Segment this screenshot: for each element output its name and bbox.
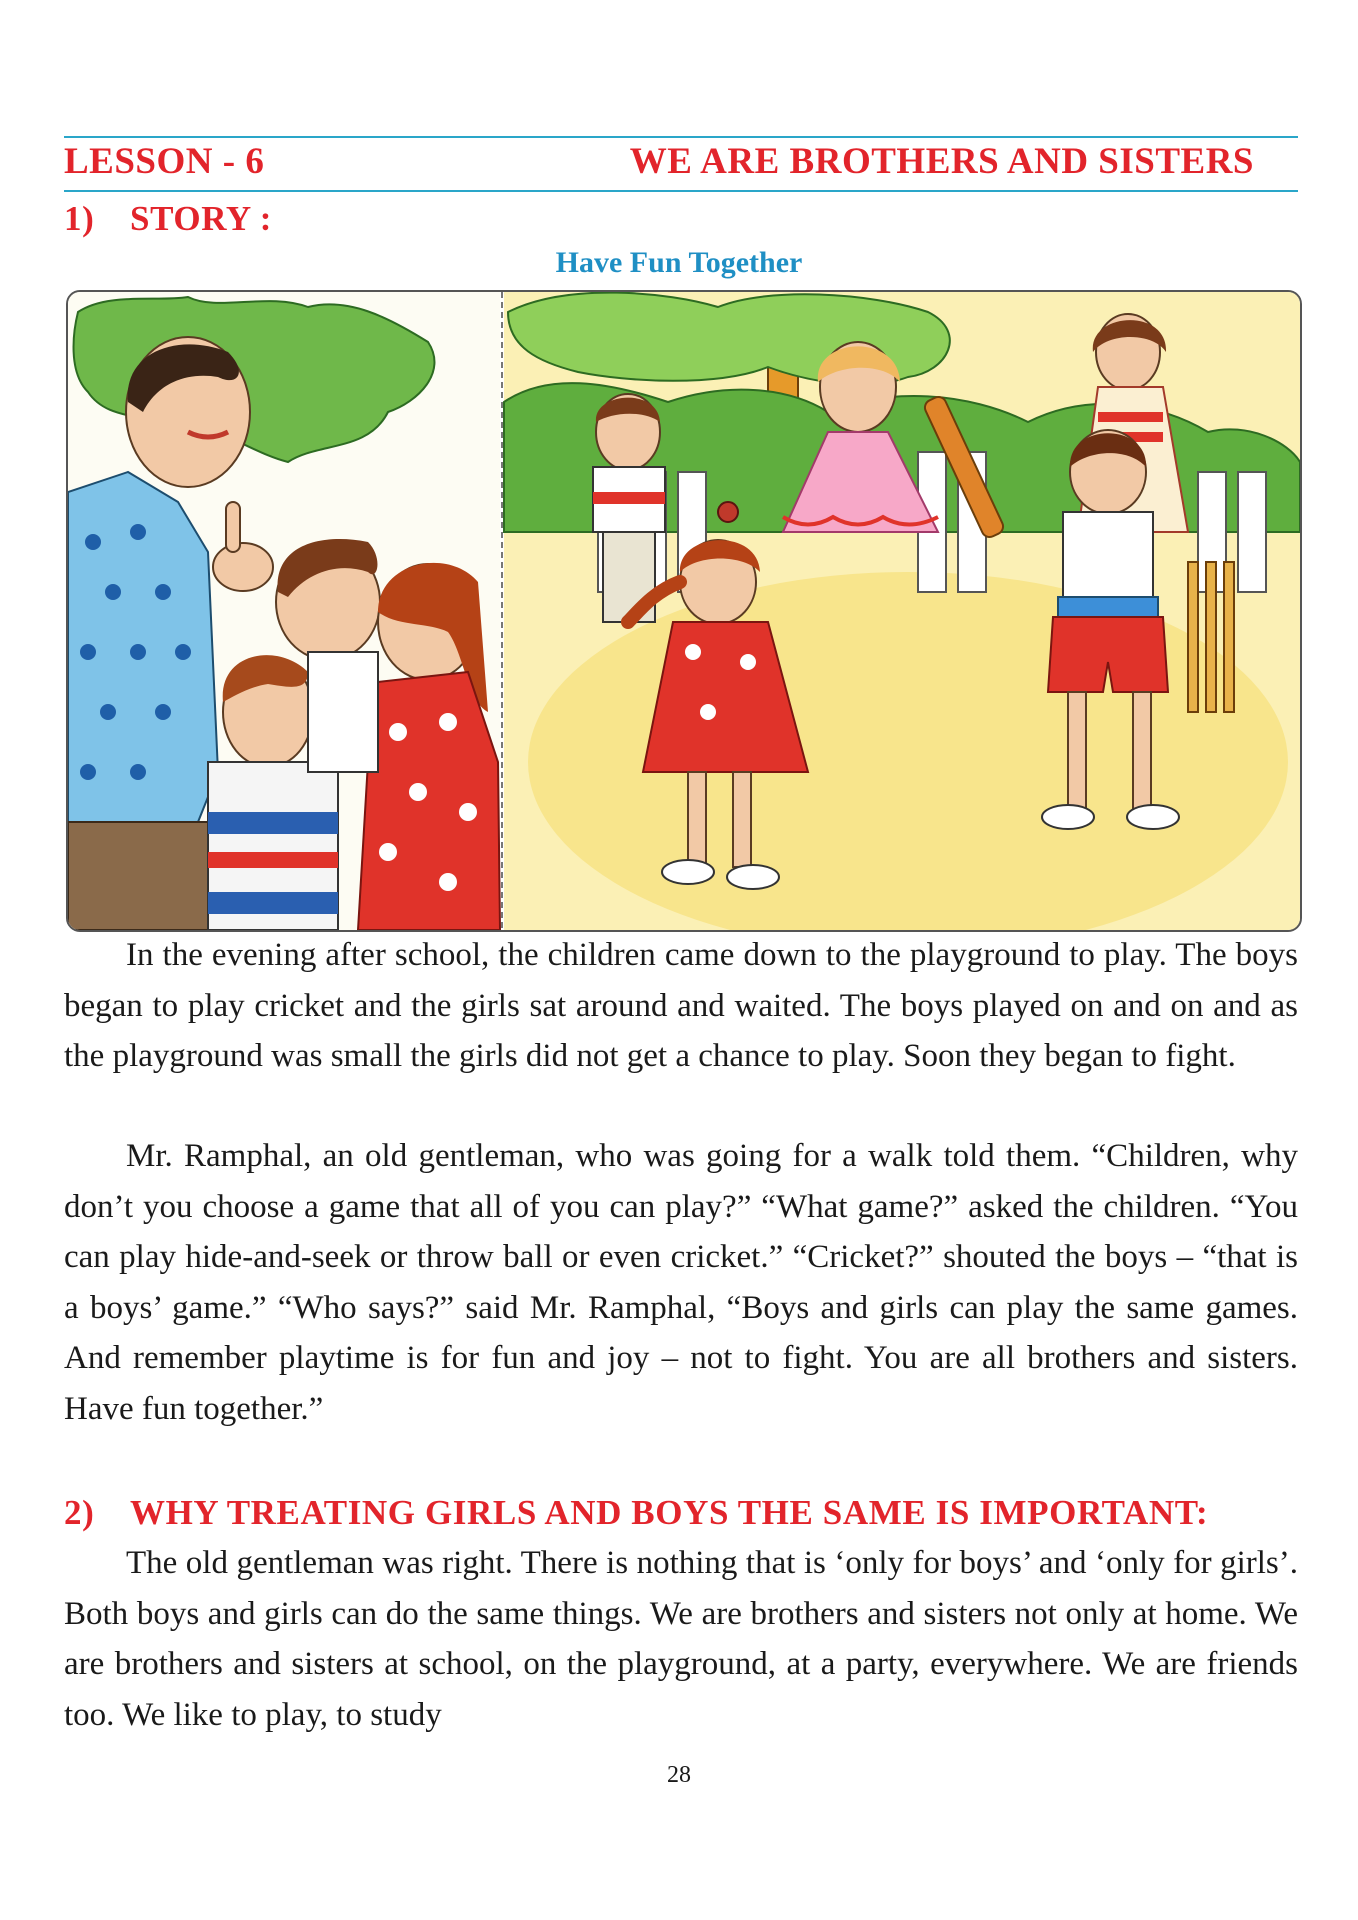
section-2-title: WHY TREATING GIRLS AND BOYS THE SAME IS IMPORTANT: <box>130 1493 1209 1532</box>
lesson-header <box>64 140 1298 188</box>
story-title: Have Fun Together <box>555 246 803 279</box>
section-2-number: 2) <box>64 1493 95 1532</box>
section-1-heading <box>64 199 272 239</box>
top-rule <box>64 136 1298 138</box>
left-panel-man-talking-to-children <box>68 292 500 930</box>
right-panel-children-playing-cricket <box>504 292 1300 930</box>
cricket-ball <box>718 502 738 522</box>
section-2-heading <box>64 1493 1208 1533</box>
header-bottom-rule <box>64 190 1298 192</box>
story-paragraph-1: In the evening after school, the children came down to the playground to play. The boys began to play cricket and the girls sat around and waited. The boys played on and on and as the playground was small the girls did not get a chance to play. Soon they began to fight. <box>64 937 1298 1074</box>
section-1-number: 1) <box>64 199 95 238</box>
story-illustration <box>66 290 1302 932</box>
story-paragraph-2: Mr. Ramphal, an old gentleman, who was going for a walk told them. “Children, why don’t you choose a game that all of you can play?” “What game?” asked the children. “You can play hide-and-seek or throw ball or even cricket.” “Cricket?” shouted the boys – “that is a boys’ game.” “Who says?” said Mr. Ramphal, “Boys and girls can play the same games. And remember playtime is for fun and joy – not to fight. You are all brothers and sisters. Have fun together.” <box>64 1138 1298 1427</box>
lesson-title: WE ARE BROTHERS AND SISTERS <box>629 141 1254 182</box>
page-number: 28 <box>667 1762 691 1788</box>
section-1-title: STORY : <box>130 199 273 238</box>
lesson-number: LESSON - 6 <box>64 141 265 182</box>
section-2-paragraph-1: The old gentleman was right. There is nothing that is ‘only for boys’ and ‘only for girls’. Both boys and girls can do the same things. We are brothers and sisters not only at home. We are brothers and sisters at school, on the playground, at a party, everywhere. We are friends too. We like to play, to study <box>64 1545 1298 1733</box>
